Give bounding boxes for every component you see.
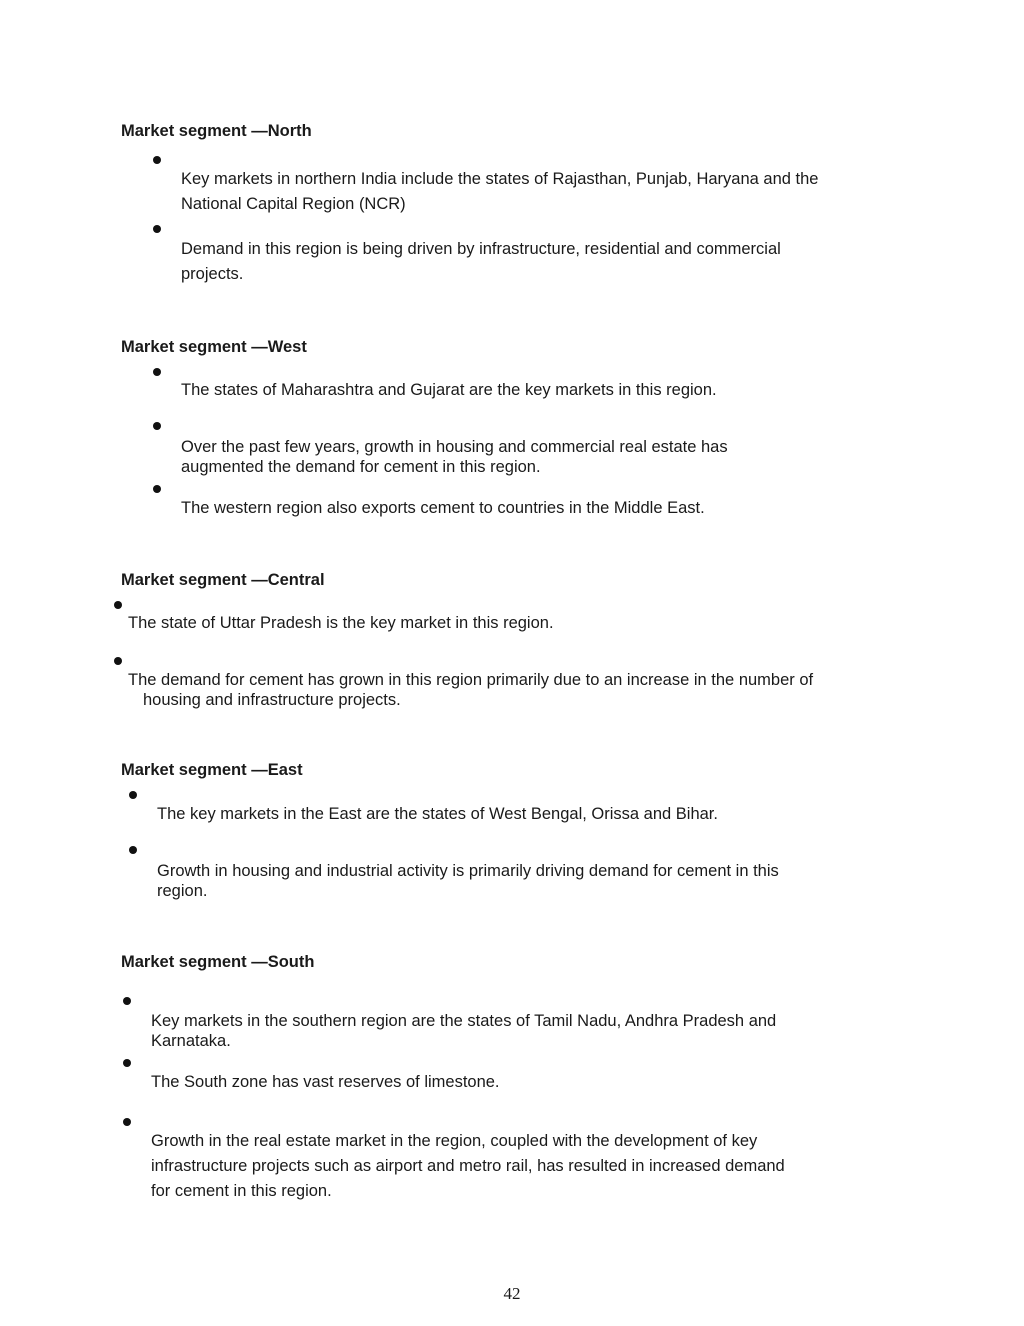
bullet-icon: [153, 368, 161, 376]
south-item-3: [151, 1129, 785, 1204]
bullet-icon: [153, 422, 161, 430]
west-item-2: [181, 437, 728, 477]
north-item-1: [181, 167, 818, 217]
east-item-1: [157, 802, 718, 827]
bullet-icon: [114, 601, 122, 609]
text-line: projects.: [181, 265, 244, 283]
section-heading-south: Market segment —South: [121, 953, 315, 971]
text-line: The demand for cement has grown in this region primarily due to an increase in the number of: [128, 671, 814, 689]
bullet-icon: [153, 485, 161, 493]
section-heading-west: Market segment —West: [121, 338, 307, 356]
bullet-icon: [129, 846, 137, 854]
text-line: Over the past few years, growth in housing and commercial real estate has: [181, 438, 728, 456]
text-line: Growth in housing and industrial activity is primarily driving demand for cement in this: [157, 862, 779, 880]
text-line: The key markets in the East are the states of West Bengal, Orissa and Bihar.: [157, 805, 718, 823]
text-line: housing and infrastructure projects.: [143, 691, 401, 709]
text-line: The states of Maharashtra and Gujarat are the key markets in this region.: [181, 381, 717, 399]
text-line: The western region also exports cement to countries in the Middle East.: [181, 499, 705, 517]
bullet-icon: [129, 791, 137, 799]
text-line: infrastructure projects such as airport and metro rail, has resulted in increased demand: [151, 1157, 785, 1175]
section-heading-east: Market segment —East: [121, 761, 303, 779]
text-line: Karnataka.: [151, 1032, 231, 1050]
bullet-icon: [153, 225, 161, 233]
text-line: for cement in this region.: [151, 1182, 332, 1200]
text-line: National Capital Region (NCR): [181, 195, 406, 213]
text-line: Demand in this region is being driven by infrastructure, residential and commercial: [181, 240, 781, 258]
text-line: Growth in the real estate market in the region, coupled with the development of key: [151, 1132, 758, 1150]
north-item-2: [181, 237, 781, 287]
bullet-icon: [123, 1059, 131, 1067]
central-item-1: [128, 611, 554, 636]
central-item-2: [128, 670, 813, 710]
text-line: The state of Uttar Pradesh is the key market in this region.: [128, 614, 554, 632]
page-number: 42: [503, 1284, 521, 1303]
section-heading-central: Market segment —Central: [121, 571, 325, 589]
bullet-icon: [123, 997, 131, 1005]
east-item-2: [157, 861, 779, 901]
text-line: Key markets in northern India include the states of Rajasthan, Punjab, Haryana and the: [181, 170, 819, 188]
text-line: The South zone has vast reserves of limestone.: [151, 1073, 500, 1091]
west-item-1: [181, 378, 717, 403]
bullet-icon: [123, 1118, 131, 1126]
text-line: Key markets in the southern region are the states of Tamil Nadu, Andhra Pradesh and: [151, 1012, 777, 1030]
text-line: region.: [157, 882, 208, 900]
text-line: augmented the demand for cement in this region.: [181, 458, 541, 476]
section-heading-north: Market segment —North: [121, 122, 312, 140]
south-item-2: [151, 1070, 500, 1095]
bullet-icon: [153, 156, 161, 164]
south-item-1: [151, 1011, 776, 1051]
west-item-3: [181, 496, 705, 521]
bullet-icon: [114, 657, 122, 665]
